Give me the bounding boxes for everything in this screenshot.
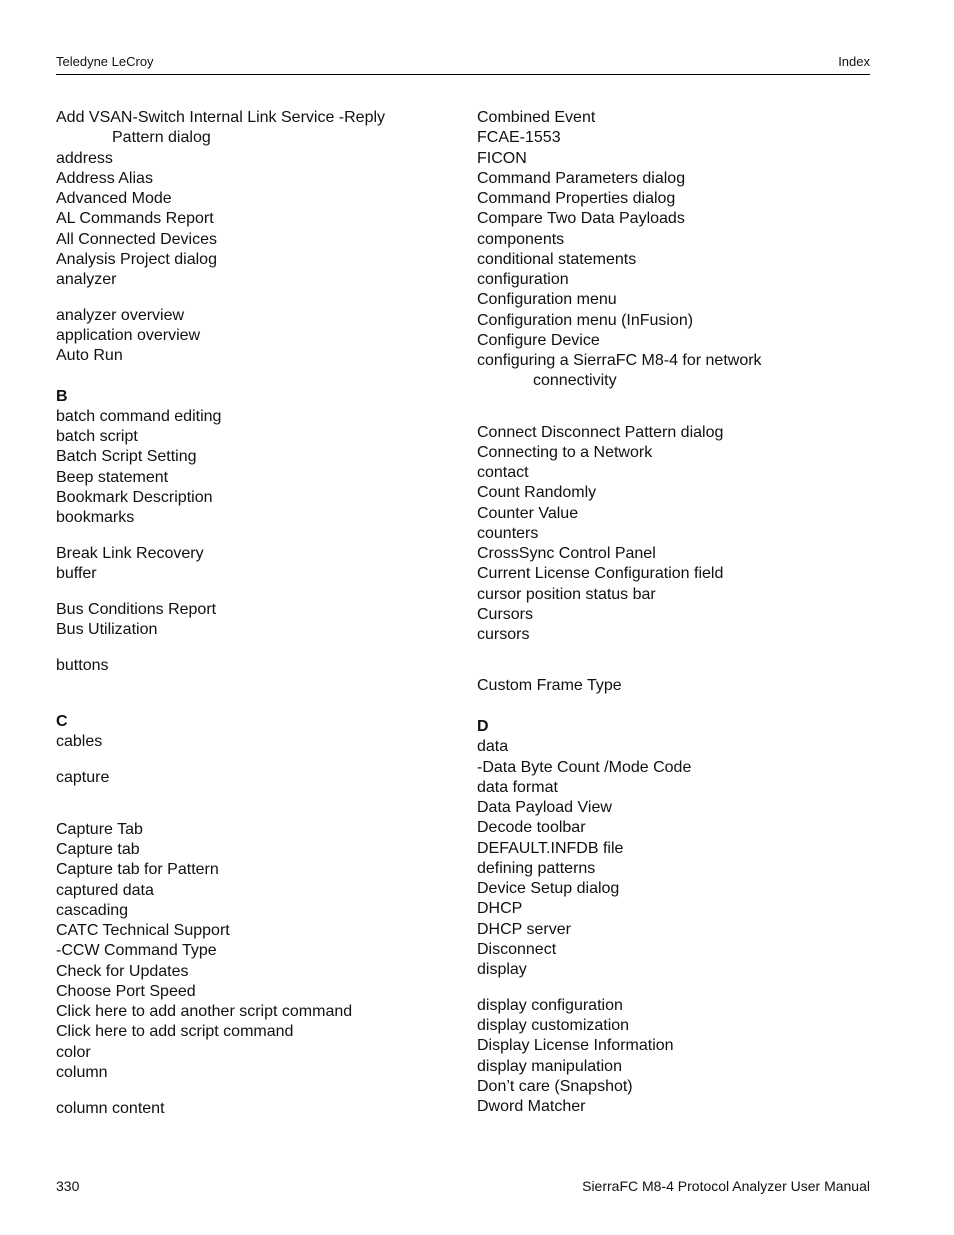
index-entry: Beep statement [56,468,169,486]
index-entry: Don’t care (Snapshot) [477,1077,633,1095]
index-entry: Bus Conditions Report [56,600,217,618]
index-entry: analyzer [56,271,117,288]
index-entry: components [477,230,565,248]
index-entry: Click here to add script command [56,1023,294,1041]
index-entry: batch script [56,428,138,445]
index-entry: data format [477,778,558,796]
index-entry: DHCP server [477,920,571,938]
index-entry-continuation: connectivity [533,372,617,390]
index-entry: contact [477,464,529,481]
index-entry: cursors [477,626,530,643]
header-divider [56,74,870,75]
index-entry: Counter Value [477,504,579,522]
index-entry: FCAE-1553 [477,129,561,147]
index-entry: AL Commands Report [56,210,214,228]
index-entry: Bookmark Description [56,488,213,506]
running-header-company: Teledyne LeCroy [56,54,154,69]
index-entry-continuation: Pattern dialog [112,129,211,147]
index-entry: Data Payload View [477,799,612,816]
index-entry: configuring a SierraFC M8-4 for network [477,352,762,369]
index-entry: Compare Two Data Payloads [477,210,685,228]
index-entry: Capture tab [56,841,140,858]
index-entry: conditional statements [477,250,637,268]
running-header-section: Index [838,54,870,69]
index-entry: cascading [56,901,129,919]
index-entry: batch command editing [56,407,222,425]
index-entry: Connect Disconnect Pattern dialog [477,423,724,441]
index-entry: column content [56,1099,165,1117]
index-entry: analyzer overview [56,306,185,324]
index-column-right [477,108,877,1117]
index-entry: -CCW Command Type [56,942,217,960]
index-entry: display customization [477,1017,630,1034]
index-entry: address [56,149,113,167]
index-entry: Device Setup dialog [477,880,620,897]
index-entry: Display License Information [477,1037,674,1055]
index-entry: Advanced Mode [56,190,172,207]
index-entry: cables [56,733,103,751]
index-entry: CATC Technical Support [56,922,230,939]
index-entry: Choose Port Speed [56,982,196,1000]
index-entry: Address Alias [56,169,153,187]
index-entry: Count Randomly [477,484,597,502]
index-entry: Cursors [477,605,534,623]
index-letter-heading: B [56,387,68,405]
index-entry: cursor position status bar [477,585,656,603]
index-entry: capture [56,769,110,786]
index-entry: Combined Event [477,109,596,126]
index-entry: Bus Utilization [56,621,158,638]
index-entry: buttons [56,656,109,674]
index-entry: Current License Configuration field [477,565,724,583]
index-entry: Analysis Project dialog [56,250,217,268]
page-number: 330 [56,1178,80,1194]
index-entry: buffer [56,565,97,582]
index-entry: counters [477,524,539,542]
index-letter-heading: C [56,713,68,730]
index-entry: bookmarks [56,509,135,526]
index-entry: CrossSync Control Panel [477,545,656,562]
index-entry: Batch Script Setting [56,448,197,466]
index-entry: captured data [56,881,154,899]
index-entry: Dword Matcher [477,1098,586,1115]
index-entry: Capture tab for Pattern [56,861,219,879]
index-entry: Connecting to a Network [477,443,653,461]
index-entry: defining patterns [477,859,596,877]
index-entry: Check for Updates [56,962,189,980]
index-entry: data [477,738,509,756]
index-entry: Click here to add another script command [56,1003,353,1020]
manual-title: SierraFC M8-4 Protocol Analyzer User Manual [582,1178,870,1194]
index-letter-heading: D [477,718,489,735]
index-entry: Capture Tab [56,820,143,838]
index-entry: DEFAULT.INFDB file [477,839,624,857]
index-entry: application overview [56,327,201,344]
index-entry: Configuration menu [477,291,617,309]
index-column-left [56,108,456,1119]
index-entry: Custom Frame Type [477,677,622,695]
index-entry: -Data Byte Count /Mode Code [477,758,692,776]
index-entry: Disconnect [477,940,557,958]
index-entry: Decode toolbar [477,819,586,837]
index-entry: Configure Device [477,331,600,349]
index-entry: Add VSAN-Switch Internal Link Service -Reply [56,109,386,126]
index-entry: display [477,961,527,978]
index-entry: Break Link Recovery [56,544,204,562]
index-entry: Configuration menu (InFusion) [477,311,694,329]
index-entry: All Connected Devices [56,230,217,248]
index-entry: configuration [477,271,569,288]
index-entry: Command Properties dialog [477,190,676,207]
index-entry: FICON [477,149,527,167]
index-entry: DHCP [477,900,523,918]
index-entry: display configuration [477,996,623,1014]
index-entry: display manipulation [477,1057,622,1075]
index-entry: Auto Run [56,347,123,365]
index-entry: color [56,1043,91,1061]
index-entry: column [56,1063,108,1081]
index-entry: Command Parameters dialog [477,169,686,187]
